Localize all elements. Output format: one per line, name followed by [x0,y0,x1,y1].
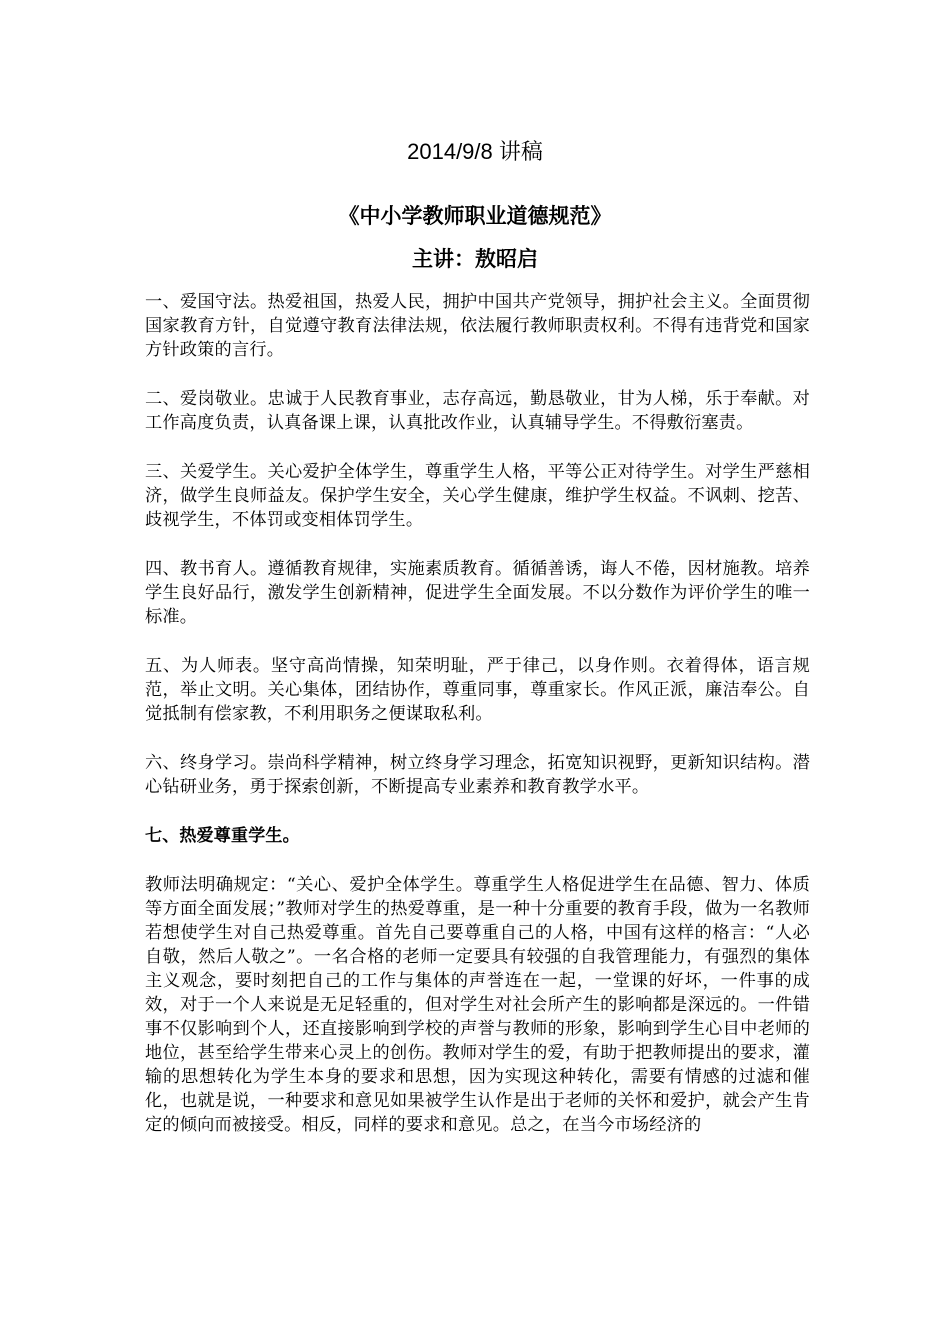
article-paragraph-3: 三、关爱学生。关心爱护全体学生，尊重学生人格，平等公正对待学生。对学生严慈相济，做学生良师益友。保护学生安全，关心学生健康，维护学生权益。不讽刺、挖苦、歧视学生，不体罚或变相体罚学生。 [145,462,810,530]
document-body [145,290,810,1137]
article-paragraph-4: 四、教书育人。遵循教育规律，实施素质教育。循循善诱，诲人不倦，因材施教。培养学生良好品行，激发学生创新精神，促进学生全面发展。不以分数作为评价学生的唯一标准。 [145,559,810,627]
article-paragraph-5: 五、为人师表。坚守高尚情操，知荣明耻，严于律己，以身作则。衣着得体，语言规范，举止文明。关心集体，团结协作，尊重同事，尊重家长。作风正派，廉洁奉公。自觉抵制有偿家教，不利用职务之便谋取私利。 [145,656,810,724]
speaker-line: 主讲：敖昭启 [412,247,538,271]
article-paragraph-6: 六、终身学习。崇尚科学精神，树立终身学习理念，拓宽知识视野，更新知识结构。潜心钻研业务，勇于探索创新，不断提高专业素养和教育教学水平。 [145,753,810,797]
article-paragraph-1: 一、爱国守法。热爱祖国，热爱人民，拥护中国共产党领导，拥护社会主义。全面贯彻国家教育方针，自觉遵守教育法律法规，依法履行教师职责权利。不得有违背党和国家方针政策的言行。 [145,292,810,360]
section-body: 教师法明确规定：“关心、爱护全体学生。尊重学生人格促进学生在品德、智力、体质等方面全面发展；”教师对学生的热爱尊重，是一种十分重要的教育手段，做为一名教师若想使学生对自己热爱尊重。首先自己要尊重自己的人格，中国有这样的格言：“人必自敬，然后人敬之”。一名合格的老师一定要具有较强的自我管理能力，有强烈的集体主义观念，要时刻把自己的工作与集体的声誉连在一起，一堂课的好坏，一件事的成效，对于一个人来说是无足轻重的，但对学生对社会所产生的影响都是深远的。一件错事不仅影响到个人，还直接影响到学校的声誉与教师的形象，影响到学生心目中老师的地位，甚至给学生带来心灵上的创伤。教师对学生的爱，有助于把教师提出的要求，灌输的思想转化为学生本身的要求和思想，因为实现这种转化，需要有情感的过滤和催化，也就是说，一种要求和意见如果被学生认作是出于老师的关怀和爱护，就会产生肯定的倾向而被接受。相反，同样的要求和意见。总之，在当今市场经济的 [145,875,810,1135]
document-title: 《中小学教师职业道德规范》 [338,204,612,228]
article-paragraph-2: 二、爱岗敬业。忠诚于人民教育事业，志存高远，勤恳敬业，甘为人梯，乐于奉献。对工作高度负责，认真备课上课，认真批改作业，认真辅导学生。不得敷衍塞责。 [145,389,810,433]
section-heading: 七、热爱尊重学生。 [145,826,300,846]
date-line: 2014/9/8 讲稿 [407,139,543,164]
